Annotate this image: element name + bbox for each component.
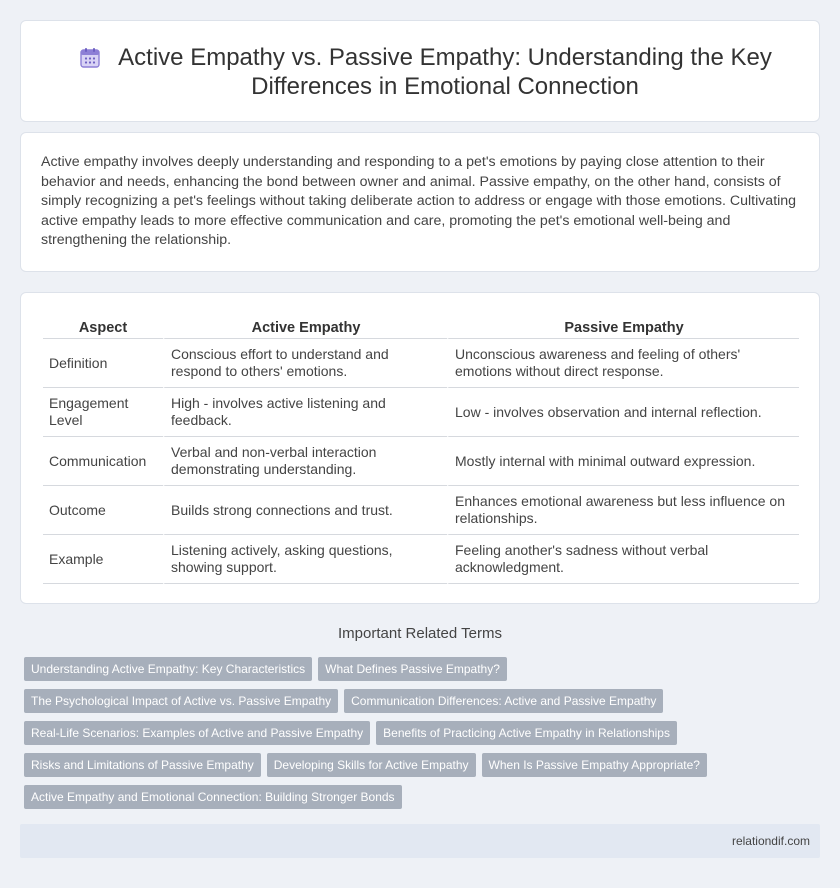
related-term-link[interactable]: Risks and Limitations of Passive Empathy (24, 753, 261, 777)
header-active-empathy: Active Empathy (163, 315, 447, 339)
table-cell: Builds strong connections and trust. (163, 486, 447, 535)
related-term-link[interactable]: The Psychological Impact of Active vs. Passive Empathy (24, 689, 338, 713)
table-row (43, 535, 799, 584)
table-cell: Enhances emotional awareness but less influence on relationships. (447, 486, 799, 535)
tag-row (24, 785, 744, 817)
title-card (20, 20, 820, 122)
table-cell: Listening actively, asking questions, showing support. (163, 535, 447, 584)
tag-row (24, 753, 744, 785)
table-header-row (43, 315, 799, 339)
related-terms-title: Important Related Terms (338, 625, 502, 642)
table-cell: Communication (43, 437, 163, 486)
tag-row (24, 721, 744, 753)
related-term-link[interactable]: When Is Passive Empathy Appropriate? (482, 753, 707, 777)
table-cell: Engagement Level (43, 388, 163, 437)
table-row (43, 339, 799, 388)
table-cell: Low - involves observation and internal reflection. (447, 388, 799, 437)
comparison-table (43, 315, 799, 584)
tag-row (24, 689, 744, 721)
table-cell: Mostly internal with minimal outward expression. (447, 437, 799, 486)
table-cell: Conscious effort to understand and respond to others' emotions. (163, 339, 447, 388)
related-term-link[interactable]: Developing Skills for Active Empathy (267, 753, 476, 777)
related-term-link[interactable]: What Defines Passive Empathy? (318, 657, 507, 681)
table-cell: Definition (43, 339, 163, 388)
comparison-card (20, 292, 820, 604)
table-cell: High - involves active listening and feedback. (163, 388, 447, 437)
related-term-link[interactable]: Benefits of Practicing Active Empathy in Relationships (376, 721, 677, 745)
footer (20, 824, 820, 858)
table-cell: Verbal and non-verbal interaction demonstrating understanding. (163, 437, 447, 486)
table-cell: Feeling another's sadness without verbal acknowledgment. (447, 535, 799, 584)
table-row (43, 388, 799, 437)
related-term-link[interactable]: Real-Life Scenarios: Examples of Active and Passive Empathy (24, 721, 370, 745)
header-aspect: Aspect (43, 315, 163, 339)
footer-site-link[interactable]: relationdif.com (731, 834, 810, 848)
table-cell: Unconscious awareness and feeling of others' emotions without direct response. (447, 339, 799, 388)
table-row (43, 437, 799, 486)
related-term-link[interactable]: Understanding Active Empathy: Key Characteristics (24, 657, 312, 681)
related-terms-list (24, 657, 744, 817)
header-passive-empathy: Passive Empathy (447, 315, 799, 339)
table-cell: Example (43, 535, 163, 584)
intro-card (20, 132, 820, 272)
page-title: Active Empathy vs. Passive Empathy: Understanding the Key Differences in Emotional Connection (118, 44, 772, 100)
related-term-link[interactable]: Active Empathy and Emotional Connection: Building Stronger Bonds (24, 785, 402, 809)
related-term-link[interactable]: Communication Differences: Active and Passive Empathy (344, 689, 663, 713)
tag-row (24, 657, 744, 689)
calendar-icon (79, 47, 101, 69)
table-row (43, 486, 799, 535)
intro-paragraph: Active empathy involves deeply understanding and responding to a pet's emotions by paying close attention to their behavior and needs, enhancing the bond between owner and animal. Passive empathy, on the other hand, consists of simply recognizing a pet's feelings without taking deliberate action to address or engage with those emotions. Cultivating active empathy leads to more effective communication and care, promoting the pet's emotional well-being and strengthening the relationship. (41, 154, 797, 248)
table-cell: Outcome (43, 486, 163, 535)
title-wrap (21, 43, 819, 101)
